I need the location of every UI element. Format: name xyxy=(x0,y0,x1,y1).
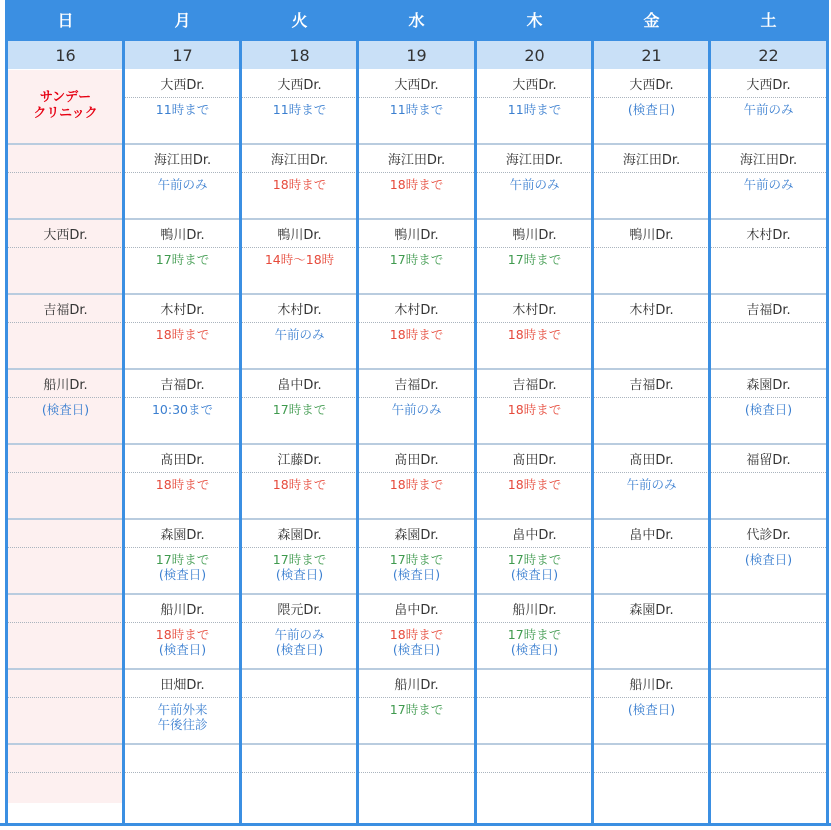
doctor-name: 江藤Dr. xyxy=(242,445,357,473)
shift-note xyxy=(477,473,592,492)
shift-slot xyxy=(477,370,592,445)
shift-note-line: 14時〜18時 xyxy=(264,252,335,267)
shift-note-line: 17時まで xyxy=(507,252,562,267)
day-column-2 xyxy=(239,0,357,826)
shift-slot xyxy=(359,520,474,595)
doctor-name: 畠中Dr. xyxy=(242,370,357,398)
doctor-name xyxy=(477,670,592,698)
shift-note xyxy=(359,98,474,117)
shift-note-line: 17時まで xyxy=(507,627,562,642)
doctor-name: 鴨川Dr. xyxy=(594,220,709,248)
shift-slot xyxy=(125,220,240,295)
weekday-header: 水 xyxy=(359,0,474,41)
doctor-name: 福留Dr. xyxy=(711,445,826,473)
doctor-name: 大西Dr. xyxy=(125,70,240,98)
shift-slot xyxy=(125,70,240,145)
shift-slot xyxy=(477,295,592,370)
shift-note-line: 17時まで xyxy=(389,252,444,267)
doctor-name: 鴨川Dr. xyxy=(359,220,474,248)
shift-slot xyxy=(359,145,474,220)
doctor-name: 畠中Dr. xyxy=(477,520,592,548)
shift-note xyxy=(125,323,240,342)
shift-slot xyxy=(594,595,709,670)
shift-note xyxy=(125,473,240,492)
date-cell: 20 xyxy=(477,41,592,70)
shift-slot xyxy=(594,70,709,145)
column-body xyxy=(711,70,826,803)
doctor-name xyxy=(242,670,357,698)
doctor-name: 森園Dr. xyxy=(125,520,240,548)
shift-note-line: (検査日) xyxy=(510,567,559,582)
shift-note xyxy=(242,548,357,582)
shift-slot xyxy=(359,745,474,803)
shift-note-line: 11時まで xyxy=(272,102,327,117)
date-cell: 22 xyxy=(711,41,826,70)
shift-note xyxy=(359,398,474,417)
shift-note-line: (検査日) xyxy=(392,567,441,582)
doctor-name: 大西Dr. xyxy=(8,220,123,248)
shift-note-line: (検査日) xyxy=(158,567,207,582)
doctor-name: 畠中Dr. xyxy=(359,595,474,623)
shift-note xyxy=(477,173,592,192)
shift-slot xyxy=(242,520,357,595)
day-column-1 xyxy=(122,0,240,826)
shift-slot xyxy=(477,445,592,520)
doctor-name xyxy=(711,670,826,698)
shift-note-line: 17時まで xyxy=(389,702,444,717)
doctor-name: 田畑Dr. xyxy=(125,670,240,698)
shift-slot xyxy=(594,520,709,595)
doctor-name: 吉福Dr. xyxy=(125,370,240,398)
weekday-header: 火 xyxy=(242,0,357,41)
shift-note-line: 18時まで xyxy=(507,402,562,417)
doctor-name: 木村Dr. xyxy=(711,220,826,248)
shift-slot xyxy=(594,220,709,295)
shift-slot xyxy=(242,70,357,145)
doctor-name: 船川Dr. xyxy=(8,370,123,398)
shift-note-line: 11時まで xyxy=(389,102,444,117)
doctor-name: 吉福Dr. xyxy=(594,370,709,398)
shift-slot xyxy=(8,295,123,370)
date-cell: 19 xyxy=(359,41,474,70)
doctor-name xyxy=(8,445,123,473)
shift-note-line: 午前のみ xyxy=(274,327,325,342)
doctor-name: 髙田Dr. xyxy=(594,445,709,473)
shift-slot xyxy=(242,745,357,803)
shift-note xyxy=(242,398,357,417)
shift-slot xyxy=(242,220,357,295)
shift-slot xyxy=(8,145,123,220)
shift-slot xyxy=(8,520,123,595)
shift-note xyxy=(242,98,357,117)
shift-note xyxy=(477,248,592,267)
day-column-5 xyxy=(591,0,709,826)
shift-note-line: 午前のみ xyxy=(743,102,794,117)
doctor-name xyxy=(594,745,709,773)
shift-slot xyxy=(8,70,123,145)
doctor-name xyxy=(8,145,123,173)
shift-note-line: 午前のみ xyxy=(274,627,325,642)
shift-slot xyxy=(125,670,240,745)
doctor-name: 森園Dr. xyxy=(711,370,826,398)
shift-slot xyxy=(711,145,826,220)
shift-note xyxy=(125,248,240,267)
doctor-name: 木村Dr. xyxy=(594,295,709,323)
doctor-name xyxy=(242,745,357,773)
day-column-4 xyxy=(474,0,592,826)
shift-slot xyxy=(594,295,709,370)
doctor-name: 海江田Dr. xyxy=(711,145,826,173)
shift-note xyxy=(594,698,709,717)
doctor-name: 木村Dr. xyxy=(359,295,474,323)
shift-note-line: (検査日) xyxy=(744,402,793,417)
shift-note-line: 18時まで xyxy=(155,477,210,492)
shift-slot xyxy=(8,670,123,745)
date-cell: 18 xyxy=(242,41,357,70)
day-column-6 xyxy=(708,0,829,826)
shift-note-line: 18時まで xyxy=(507,477,562,492)
shift-note xyxy=(477,623,592,657)
shift-note xyxy=(711,98,826,117)
column-body xyxy=(125,70,240,803)
shift-note-line: 18時まで xyxy=(389,327,444,342)
doctor-name xyxy=(477,745,592,773)
shift-slot xyxy=(359,295,474,370)
doctor-name: 代診Dr. xyxy=(711,520,826,548)
shift-note-line: (検査日) xyxy=(627,102,676,117)
doctor-name: 隈元Dr. xyxy=(242,595,357,623)
doctor-name: 鴨川Dr. xyxy=(125,220,240,248)
column-body xyxy=(242,70,357,803)
date-cell: 16 xyxy=(8,41,123,70)
doctor-name xyxy=(711,745,826,773)
shift-note-line: (検査日) xyxy=(627,702,676,717)
weekday-header: 土 xyxy=(711,0,826,41)
shift-note-line: (検査日) xyxy=(41,402,90,417)
shift-note xyxy=(711,548,826,567)
shift-note-line: 午前のみ xyxy=(157,177,208,192)
shift-slot xyxy=(242,445,357,520)
shift-slot xyxy=(477,520,592,595)
column-body xyxy=(594,70,709,803)
shift-note-line: 18時まで xyxy=(155,627,210,642)
shift-slot xyxy=(594,745,709,803)
shift-note xyxy=(359,323,474,342)
doctor-name: 鴨川Dr. xyxy=(242,220,357,248)
shift-note-line: (検査日) xyxy=(158,642,207,657)
doctor-name: 髙田Dr. xyxy=(359,445,474,473)
column-body xyxy=(477,70,592,803)
shift-slot xyxy=(477,670,592,745)
shift-note xyxy=(359,623,474,657)
shift-note xyxy=(594,98,709,117)
shift-note xyxy=(359,248,474,267)
doctor-name xyxy=(359,745,474,773)
doctor-name: 船川Dr. xyxy=(477,595,592,623)
shift-note-line: 18時まで xyxy=(272,477,327,492)
shift-note-line: 17時まで xyxy=(155,252,210,267)
doctor-name: 海江田Dr. xyxy=(125,145,240,173)
shift-slot xyxy=(711,595,826,670)
shift-note-line: 11時まで xyxy=(155,102,210,117)
shift-slot xyxy=(8,445,123,520)
shift-slot xyxy=(125,595,240,670)
doctor-name: 船川Dr. xyxy=(359,670,474,698)
shift-note-line: 午前外来 xyxy=(157,702,208,717)
date-cell: 17 xyxy=(125,41,240,70)
shift-slot xyxy=(477,145,592,220)
doctor-name xyxy=(8,745,123,773)
shift-note xyxy=(242,173,357,192)
shift-slot xyxy=(242,295,357,370)
shift-note-line: 17時まで xyxy=(155,552,210,567)
shift-slot xyxy=(711,745,826,803)
shift-note xyxy=(477,548,592,582)
shift-slot xyxy=(8,745,123,803)
doctor-name: 船川Dr. xyxy=(594,670,709,698)
doctor-name xyxy=(8,670,123,698)
day-column-3 xyxy=(356,0,474,826)
doctor-name: 大西Dr. xyxy=(594,70,709,98)
shift-note-line: (検査日) xyxy=(744,552,793,567)
calendar-bottom-border xyxy=(0,823,831,826)
doctor-name: 木村Dr. xyxy=(242,295,357,323)
date-cell: 21 xyxy=(594,41,709,70)
shift-note-line: 午後往診 xyxy=(157,717,208,732)
shift-note xyxy=(359,698,474,717)
shift-note-line: (検査日) xyxy=(275,642,324,657)
doctor-name: 髙田Dr. xyxy=(477,445,592,473)
shift-slot xyxy=(711,220,826,295)
shift-note-line: 18時まで xyxy=(389,177,444,192)
shift-note xyxy=(125,173,240,192)
shift-slot xyxy=(711,445,826,520)
shift-note-line: 11時まで xyxy=(507,102,562,117)
shift-slot xyxy=(125,145,240,220)
shift-note xyxy=(242,623,357,657)
doctor-name xyxy=(125,745,240,773)
shift-note xyxy=(359,473,474,492)
doctor-name: 海江田Dr. xyxy=(242,145,357,173)
shift-slot xyxy=(477,70,592,145)
weekday-header: 金 xyxy=(594,0,709,41)
doctor-name: 木村Dr. xyxy=(125,295,240,323)
shift-slot xyxy=(359,670,474,745)
shift-slot xyxy=(711,295,826,370)
shift-note-line: 10:30まで xyxy=(151,402,214,417)
shift-slot xyxy=(359,220,474,295)
shift-slot xyxy=(125,520,240,595)
doctor-name: 海江田Dr. xyxy=(359,145,474,173)
shift-note xyxy=(711,173,826,192)
shift-note-line: 18時まで xyxy=(155,327,210,342)
shift-note-line: (検査日) xyxy=(510,642,559,657)
shift-slot xyxy=(125,295,240,370)
shift-slot xyxy=(242,595,357,670)
doctor-name: 大西Dr. xyxy=(242,70,357,98)
shift-note xyxy=(477,323,592,342)
shift-note xyxy=(125,548,240,582)
sunday-clinic-label: サンデー クリニック xyxy=(33,90,98,121)
shift-slot xyxy=(359,445,474,520)
shift-note-line: (検査日) xyxy=(275,567,324,582)
shift-slot xyxy=(242,145,357,220)
shift-note xyxy=(477,98,592,117)
shift-note xyxy=(125,98,240,117)
shift-note xyxy=(125,623,240,657)
doctor-name: 髙田Dr. xyxy=(125,445,240,473)
doctor-name: 森園Dr. xyxy=(359,520,474,548)
doctor-name xyxy=(711,595,826,623)
shift-slot xyxy=(711,670,826,745)
shift-slot xyxy=(594,670,709,745)
shift-slot xyxy=(594,145,709,220)
shift-slot xyxy=(359,370,474,445)
shift-slot xyxy=(711,370,826,445)
shift-note xyxy=(359,173,474,192)
shift-slot xyxy=(242,370,357,445)
shift-slot xyxy=(359,595,474,670)
shift-note xyxy=(242,473,357,492)
doctor-name xyxy=(8,520,123,548)
shift-note-line: 18時まで xyxy=(507,327,562,342)
shift-note-line: 18時まで xyxy=(389,477,444,492)
shift-note xyxy=(125,398,240,417)
doctor-name: 木村Dr. xyxy=(477,295,592,323)
day-column-0 xyxy=(5,0,123,826)
doctor-name: 船川Dr. xyxy=(125,595,240,623)
shift-note-line: 17時まで xyxy=(272,402,327,417)
shift-slot xyxy=(125,370,240,445)
doctor-name: 吉福Dr. xyxy=(477,370,592,398)
shift-slot xyxy=(8,595,123,670)
doctor-name: 吉福Dr. xyxy=(711,295,826,323)
shift-slot xyxy=(477,595,592,670)
doctor-name: 森園Dr. xyxy=(594,595,709,623)
shift-note-line: 18時まで xyxy=(389,627,444,642)
shift-note-line: 17時まで xyxy=(507,552,562,567)
doctor-name: 海江田Dr. xyxy=(477,145,592,173)
shift-note-line: (検査日) xyxy=(392,642,441,657)
column-body xyxy=(359,70,474,803)
doctor-name: 吉福Dr. xyxy=(8,295,123,323)
shift-note xyxy=(594,473,709,492)
shift-slot xyxy=(359,70,474,145)
doctor-name: 大西Dr. xyxy=(359,70,474,98)
doctor-name: 海江田Dr. xyxy=(594,145,709,173)
weekday-header: 月 xyxy=(125,0,240,41)
shift-note-line: 午前のみ xyxy=(626,477,677,492)
shift-slot xyxy=(711,70,826,145)
shift-slot xyxy=(242,670,357,745)
shift-slot xyxy=(711,520,826,595)
shift-note xyxy=(359,548,474,582)
shift-slot xyxy=(125,445,240,520)
column-body xyxy=(8,70,123,803)
doctor-name: 大西Dr. xyxy=(477,70,592,98)
shift-note xyxy=(242,323,357,342)
shift-note xyxy=(242,248,357,267)
weekday-header: 日 xyxy=(8,0,123,41)
shift-slot xyxy=(594,445,709,520)
shift-note-line: 午前のみ xyxy=(743,177,794,192)
doctor-name: 畠中Dr. xyxy=(594,520,709,548)
shift-note-line: 18時まで xyxy=(272,177,327,192)
shift-slot xyxy=(8,220,123,295)
shift-slot xyxy=(594,370,709,445)
doctor-name: 吉福Dr. xyxy=(359,370,474,398)
shift-note-line: 午前のみ xyxy=(391,402,442,417)
shift-note-line: 17時まで xyxy=(389,552,444,567)
weekday-header: 木 xyxy=(477,0,592,41)
shift-slot xyxy=(8,370,123,445)
shift-note xyxy=(8,398,123,417)
shift-slot xyxy=(477,220,592,295)
shift-slot xyxy=(125,745,240,803)
shift-note xyxy=(125,698,240,732)
shift-note-line: 17時まで xyxy=(272,552,327,567)
doctor-name: 大西Dr. xyxy=(711,70,826,98)
doctor-name xyxy=(8,595,123,623)
doctor-name: 鴨川Dr. xyxy=(477,220,592,248)
shift-slot xyxy=(477,745,592,803)
shift-note xyxy=(477,398,592,417)
shift-note xyxy=(711,398,826,417)
shift-note-line: 午前のみ xyxy=(509,177,560,192)
doctor-name: 森園Dr. xyxy=(242,520,357,548)
